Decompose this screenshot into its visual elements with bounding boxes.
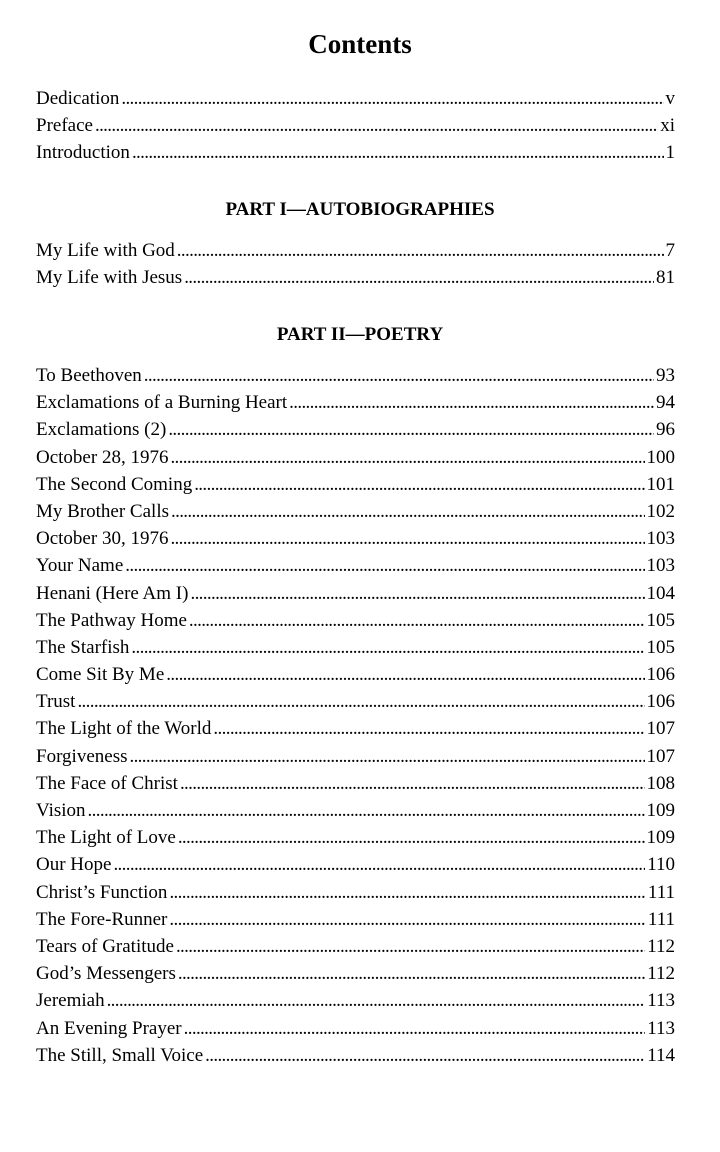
toc-entry-title: Preface: [36, 115, 93, 137]
toc-entry: [36, 661, 675, 688]
dot-leader: [88, 797, 645, 824]
toc-entry: [36, 879, 675, 906]
toc-entry-title: Trust: [36, 691, 76, 713]
dot-leader: [166, 661, 644, 688]
dot-leader: [194, 471, 644, 498]
toc-entry-page: 111: [647, 881, 675, 903]
toc-entry-title: God’s Messengers: [36, 963, 176, 985]
dot-leader: [178, 824, 645, 851]
toc-entry-title: The Pathway Home: [36, 609, 187, 631]
toc-entry-title: Jeremiah: [36, 990, 105, 1012]
dot-leader: [190, 580, 644, 607]
toc-entry-title: My Life with Jesus: [36, 267, 183, 289]
toc-entry: [36, 85, 675, 112]
toc-entry-title: An Evening Prayer: [36, 1017, 182, 1039]
toc-entry: [36, 933, 675, 960]
dot-leader: [77, 688, 644, 715]
toc-entry-page: 107: [646, 745, 675, 767]
toc-entry-title: My Life with God: [36, 240, 175, 261]
toc-entry-title: The Light of Love: [36, 827, 176, 849]
toc-entry-page: 105: [646, 609, 675, 631]
dot-leader: [170, 444, 644, 471]
toc-entry-page: 94: [656, 392, 675, 414]
dot-leader: [144, 362, 654, 389]
toc-entry: [36, 824, 675, 851]
toc-entry-page: 108: [646, 772, 675, 794]
dot-leader: [131, 634, 644, 661]
toc-entry: [36, 139, 675, 166]
toc-entry-title: The Light of the World: [36, 718, 212, 740]
toc-entry-page: 104: [646, 582, 675, 604]
toc-entry-title: Come Sit By Me: [36, 664, 165, 686]
toc-entry: [36, 906, 675, 933]
toc-entry-page: 113: [647, 1017, 675, 1039]
toc-entry-title: To Beethoven: [36, 365, 142, 386]
toc-entry-page: 1: [665, 142, 675, 164]
toc-entry: [36, 770, 675, 797]
toc-entry-page: 102: [646, 500, 675, 522]
dot-leader: [129, 743, 644, 770]
toc-entry-page: 109: [646, 827, 675, 849]
dot-leader: [170, 525, 644, 552]
toc-entry: [36, 416, 675, 443]
toc-entry-page: 111: [647, 908, 675, 930]
part1-list: [36, 237, 675, 291]
toc-entry: [36, 688, 675, 715]
dot-leader: [113, 851, 645, 878]
toc-entry-page: 112: [647, 963, 675, 985]
dot-leader: [169, 906, 646, 933]
dot-leader: [171, 498, 645, 525]
toc-entry: [36, 851, 675, 878]
dot-leader: [205, 1042, 645, 1069]
toc-entry-page: 7: [665, 240, 675, 261]
toc-entry: [36, 960, 675, 987]
toc-entry-title: Tears of Gratitude: [36, 935, 174, 957]
front-matter-list: [36, 85, 675, 167]
page-title: Contents: [308, 29, 412, 59]
toc-entry-title: The Fore-Runner: [36, 908, 168, 930]
toc-entry: [36, 525, 675, 552]
toc-entry-page: 109: [646, 800, 675, 821]
toc-entry: [36, 634, 675, 661]
toc-entry-title: The Still, Small Voice: [36, 1044, 204, 1066]
toc-entry-title: Introduction: [36, 142, 130, 164]
toc-entry-title: The Face of Christ: [36, 772, 178, 794]
toc-entry: [36, 715, 675, 742]
toc-entry-page: 81: [656, 267, 675, 289]
toc-entry-title: The Second Coming: [36, 473, 193, 495]
dot-leader: [184, 1015, 646, 1042]
toc-entry-page: xi: [660, 115, 675, 137]
toc-entry: [36, 444, 675, 471]
toc-entry-title: October 28, 1976: [36, 446, 169, 468]
toc-entry: [36, 471, 675, 498]
toc-entry-page: 114: [647, 1044, 675, 1066]
toc-entry: [36, 389, 675, 416]
toc-entry: [36, 743, 675, 770]
toc-entry-title: Forgiveness: [36, 745, 128, 767]
dot-leader: [178, 960, 645, 987]
toc-entry: [36, 1042, 675, 1069]
toc-entry-page: 107: [646, 718, 675, 740]
toc-entry: [36, 607, 675, 634]
dot-leader: [184, 264, 654, 291]
toc-entry-page: 101: [646, 473, 675, 495]
toc-entry: [36, 264, 675, 291]
dot-leader: [177, 237, 664, 264]
dot-leader: [132, 139, 664, 166]
toc-entry-page: 103: [646, 555, 675, 577]
toc-entry-page: 105: [646, 636, 675, 658]
toc-entry-title: My Brother Calls: [36, 500, 169, 522]
part2-list: [36, 362, 675, 1069]
dot-leader: [176, 933, 645, 960]
toc-entry-page: 106: [646, 691, 675, 713]
toc-entry: [36, 362, 675, 389]
toc-entry: [36, 552, 675, 579]
toc-entry-page: 106: [646, 664, 675, 686]
toc-entry-page: 103: [646, 528, 675, 550]
dot-leader: [289, 389, 654, 416]
dot-leader: [213, 715, 644, 742]
toc-entry-title: The Starfish: [36, 636, 130, 658]
toc-entry-title: Our Hope: [36, 854, 112, 876]
dot-leader: [121, 85, 663, 112]
toc-entry-page: 100: [646, 446, 675, 468]
toc-entry-page: 112: [647, 935, 675, 957]
toc-entry: [36, 580, 675, 607]
toc-entry: [36, 797, 675, 824]
toc-entry-title: Henani (Here Am I): [36, 582, 189, 604]
toc-entry-page: 113: [647, 990, 675, 1012]
toc-entry: [36, 112, 675, 139]
toc-entry-title: Vision: [36, 800, 86, 821]
toc-entry-title: Christ’s Function: [36, 881, 168, 903]
part2-heading: PART II—POETRY: [276, 324, 444, 345]
toc-entry-title: Exclamations (2): [36, 419, 167, 441]
dot-leader: [168, 416, 654, 443]
toc-entry: [36, 237, 675, 264]
toc-entry: [36, 987, 675, 1014]
toc-entry: [36, 1015, 675, 1042]
toc-entry-title: Your Name: [36, 555, 124, 577]
toc-entry-page: 93: [656, 365, 675, 386]
toc-entry-title: Dedication: [36, 88, 120, 109]
dot-leader: [189, 607, 645, 634]
toc-entry: [36, 498, 675, 525]
toc-entry-title: Exclamations of a Burning Heart: [36, 392, 288, 414]
dot-leader: [107, 987, 646, 1014]
toc-entry-title: October 30, 1976: [36, 528, 169, 550]
toc-entry-page: 96: [656, 419, 675, 441]
part1-heading: PART I—AUTOBIOGRAPHIES: [225, 199, 495, 220]
toc-entry-page: v: [665, 88, 675, 109]
dot-leader: [125, 552, 644, 579]
dot-leader: [180, 770, 645, 797]
toc-entry-page: 110: [647, 854, 675, 876]
dot-leader: [169, 879, 645, 906]
dot-leader: [95, 112, 658, 139]
